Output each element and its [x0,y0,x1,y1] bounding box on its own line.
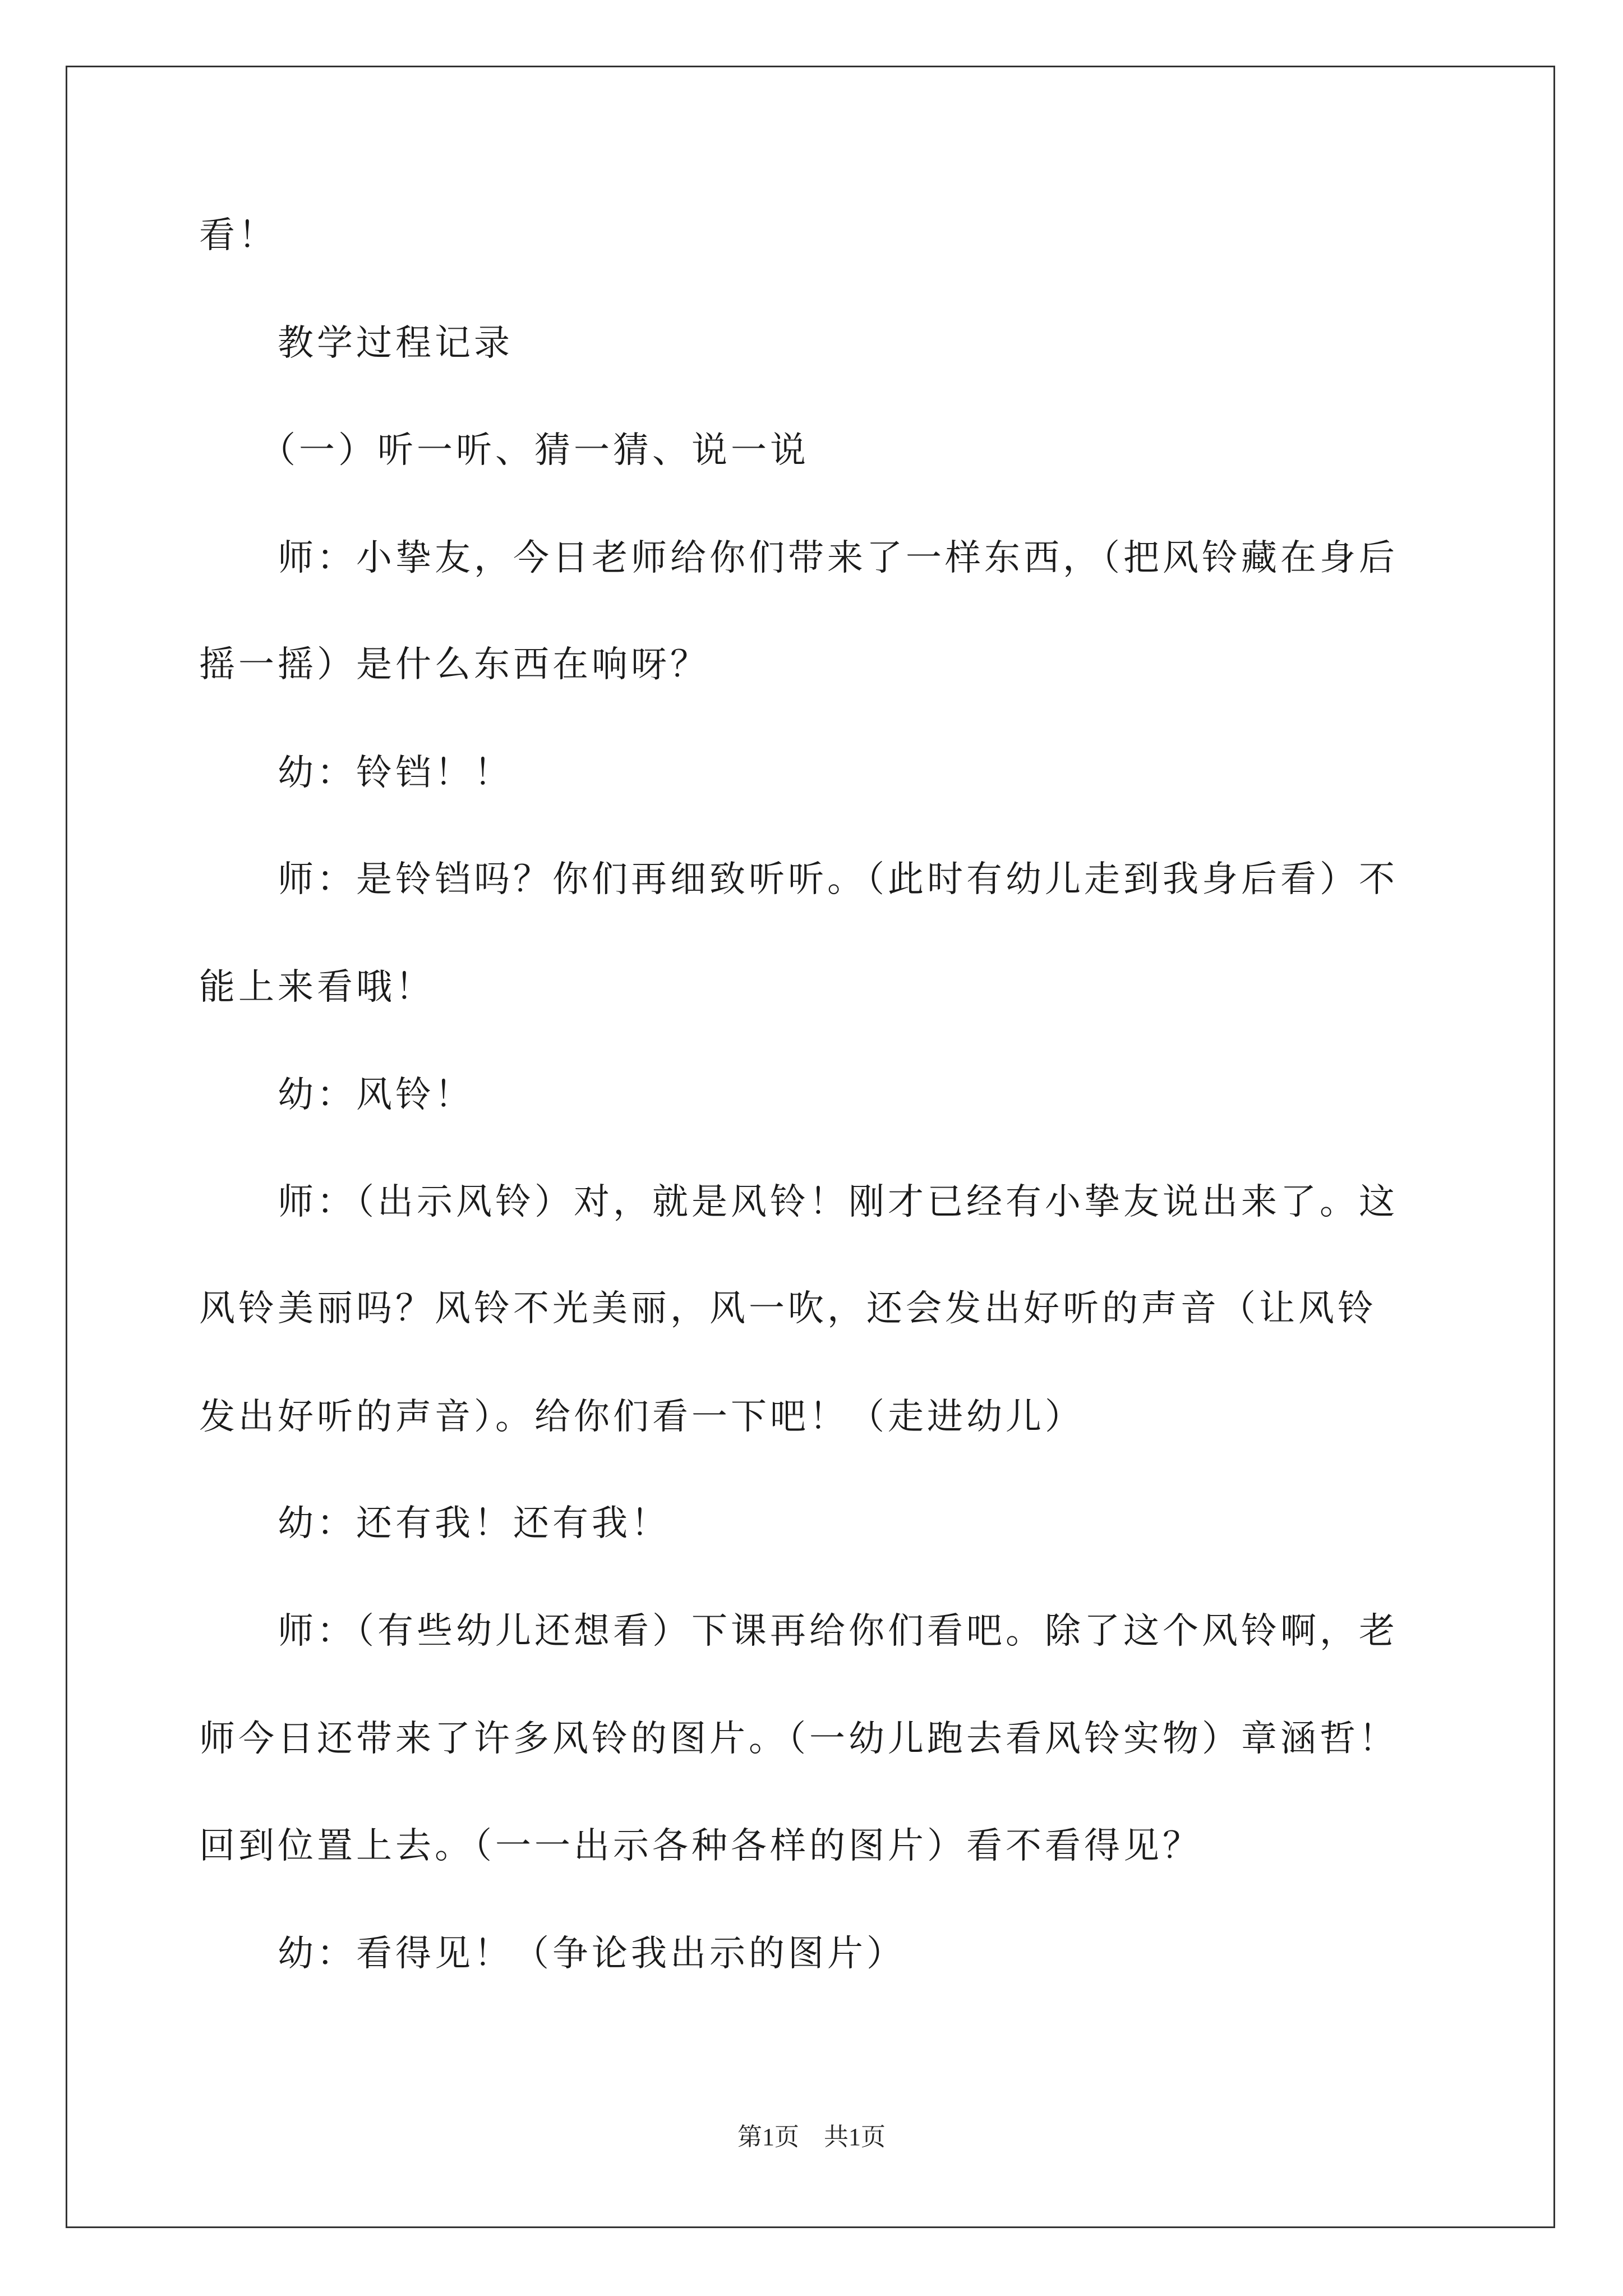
text-line: 幼：还有我！还有我！ [199,1503,670,1544]
page-border [66,66,1555,2228]
page-footer: 第1页 共1页 [737,2123,886,2151]
text-line: （一）听一听、猜一猜、说一说 [199,430,809,471]
text-line: 师：小挚友，今日老师给你们带来了一样东西，（把风铃藏在身后 [199,537,1398,579]
text-line: 风铃美丽吗？风铃不光美丽，风一吹，还会发出好听的声音（让风铃 [199,1288,1377,1329]
text-line: 回到位置上去。（一一出示各种各样的图片）看不看得见？ [199,1825,1202,1867]
text-line: 幼：铃铛！！ [199,752,513,794]
text-line: 师：（有些幼儿还想看）下课再给你们看吧。除了这个风铃啊，老 [199,1611,1398,1652]
text-line: 发出好听的声音）。给你们看一下吧！（走进幼儿） [199,1396,1084,1438]
text-line: 幼：看得见！（争论我出示的图片） [199,1933,906,1975]
text-line: 看！ [199,215,278,256]
text-line: 师今日还带来了许多风铃的图片。（一幼儿跑去看风铃实物）章涵哲！ [199,1718,1398,1760]
text-line: 能上来看哦！ [199,967,435,1008]
text-line: 教学过程记录 [199,323,513,364]
text-line: 幼：风铃！ [199,1074,474,1116]
text-line: 师：（出示风铃）对，就是风铃！刚才已经有小挚友说出来了。这 [199,1181,1398,1223]
text-line: 摇一摇）是什么东西在响呀？ [199,644,709,685]
text-line: 师：是铃铛吗？你们再细致听听。（此时有幼儿走到我身后看）不 [199,859,1398,900]
